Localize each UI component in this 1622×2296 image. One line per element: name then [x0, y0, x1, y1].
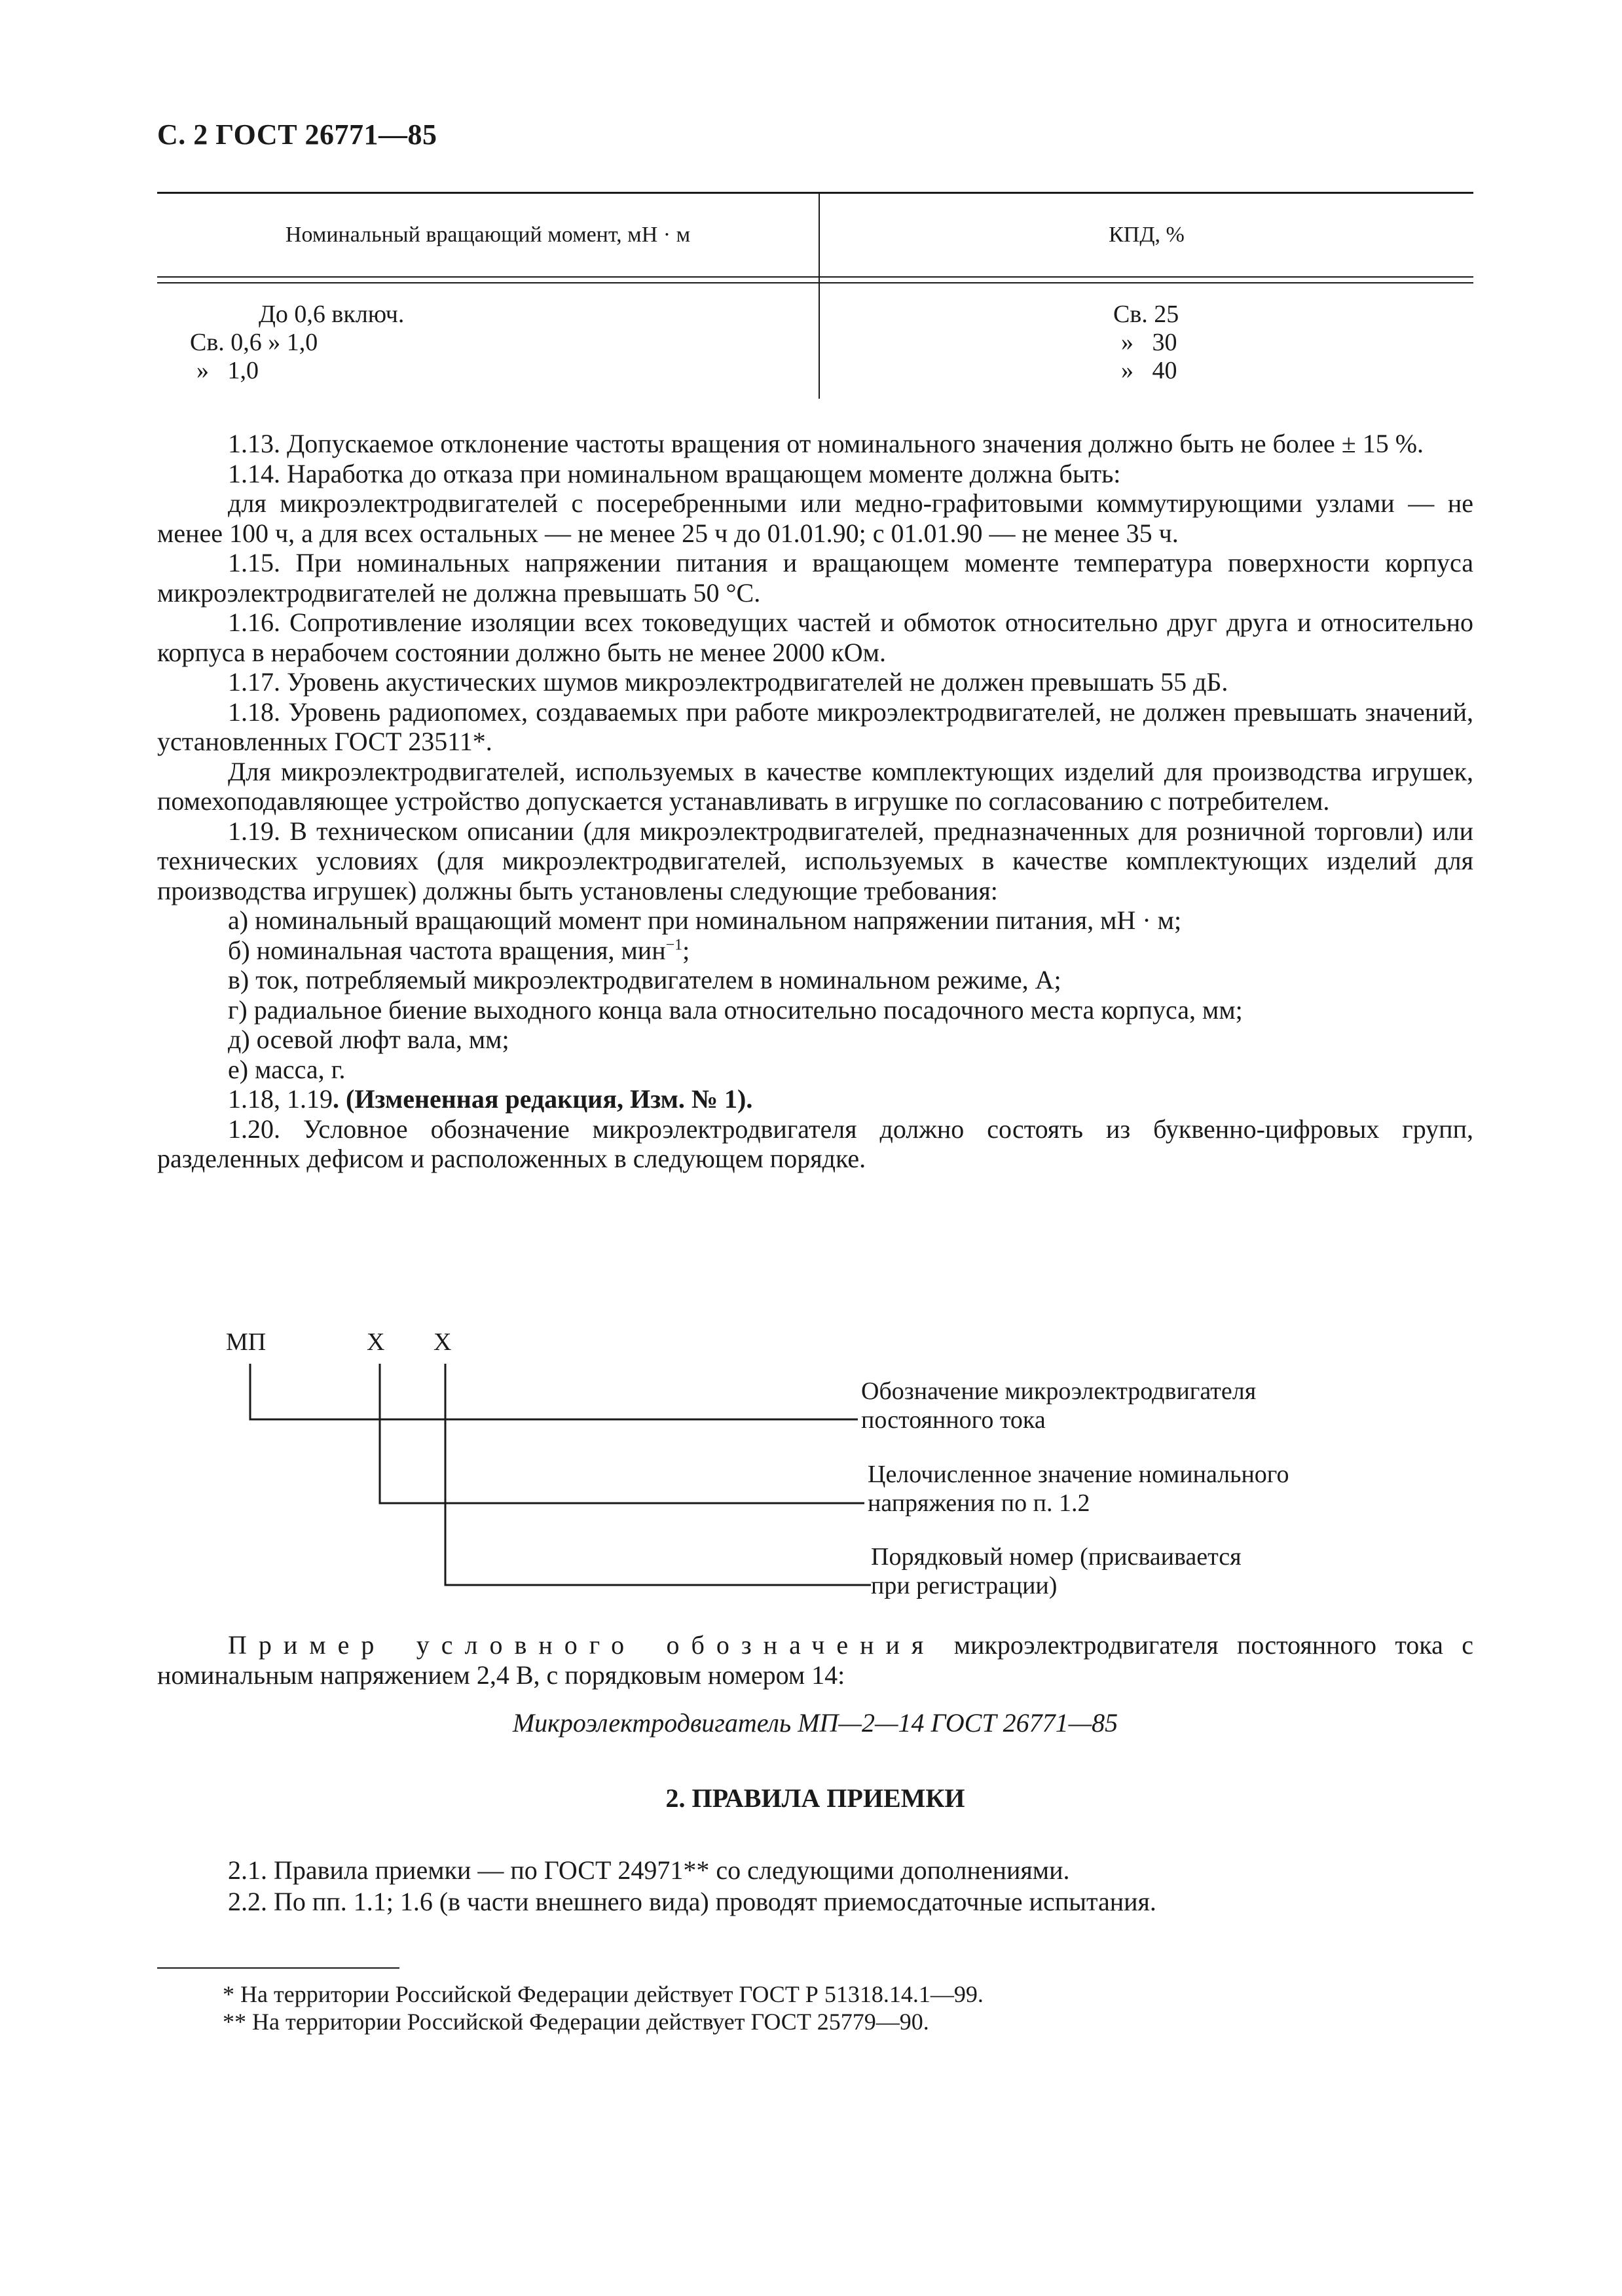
table-cell: » 40 [1121, 357, 1177, 384]
paragraph-1-14: 1.14. Наработка до отказа при номинальном вращающем моменте должна быть: [228, 458, 1121, 488]
list-item: е) масса, г. [228, 1054, 346, 1084]
paragraph-1-18-cont: Для микроэлектродвигателей, используемых в качестве комплектующих изделий для производства игрушек, помехоподавляющее устройство допускается устанавливать в игрушке по согласованию с потребителем. [157, 756, 1473, 816]
designation-code-number: Х [433, 1328, 452, 1356]
paragraph-1-13: 1.13. Допускаемое отклонение частоты вращения от номинального значения должно быть не более ± 15 %. [228, 429, 1424, 458]
list-item: г) радиальное биение выходного конца вала относительно посадочного места корпуса, мм; [228, 994, 1243, 1025]
amendment-note: 1.18, 1.19. (Измененная редакция, Изм. № 1). [228, 1084, 753, 1114]
example-text: Пример условного обозначения микроэлектродвигателя постоянного тока с номинальным напряжением 2,4 В, с порядковым номером 14: [157, 1630, 1473, 1690]
table-header-rule-2 [157, 282, 1473, 283]
footnotes [157, 1980, 1473, 2035]
list-item: в) ток, потребляемый микроэлектродвигателем в номинальном режиме, А; [228, 965, 1061, 994]
paragraph-1-20: 1.20. Условное обозначение микроэлектродвигателя должно состоять из буквенно-цифровых групп, разделенных дефисом и расположенных в следующем порядке. [157, 1114, 1473, 1173]
list-item: б) номинальная частота вращения, мин$^{-1}$; [228, 935, 690, 965]
diagram-label-voltage: Целочисленное значение номинального напряжения по п. 1.2 [868, 1461, 1289, 1517]
designation-code-voltage: Х [367, 1328, 385, 1356]
footnote: ** На территории Российской Федерации действует ГОСТ 25779—90. [223, 2009, 929, 2035]
paragraph-1-19: 1.19. В техническом описании (для микроэлектродвигателей, предназначенных для розничной торговли) или технических условиях (для микроэлектродвигателей, используемых в качестве комплектующих изделий для производства игрушек) должны быть установлены следующие требования: [157, 816, 1473, 905]
paragraph-1-16: 1.16. Сопротивление изоляции всех токоведущих частей и обмоток относительно друг друга и относительно корпуса в нерабочем состоянии должно быть не менее 2000 кОм. [157, 608, 1473, 667]
section-2-body [157, 1855, 1473, 1918]
designation-code-mp: МП [226, 1328, 267, 1356]
table-cell: До 0,6 включ. [259, 301, 405, 328]
table-header-rule-1 [157, 276, 1473, 278]
table-header-torque: Номинальный вращающий момент, мН · м [285, 223, 691, 247]
table-column-divider [819, 192, 820, 399]
paragraph-2-1: 2.1. Правила приемки — по ГОСТ 24971** со следующими дополнениями. [228, 1855, 1070, 1885]
example-block [157, 1630, 1473, 1690]
paragraph-1-17: 1.17. Уровень акустических шумов микроэлектродвигателей не должен превышать 55 дБ. [228, 667, 1228, 697]
diagram-label-motor: Обозначение микроэлектродвигателя постоянного тока [861, 1377, 1257, 1434]
page-header: С. 2 ГОСТ 26771—85 [157, 118, 437, 151]
paragraph-2-2: 2.2. По пп. 1.1; 1.6 (в части внешнего вида) проводят приемосдаточные испытания. [228, 1887, 1156, 1916]
diagram-label-number: Порядковый номер (присваивается при регистрации) [871, 1543, 1242, 1599]
table-header-efficiency: КПД, % [1109, 223, 1185, 247]
paragraph-1-15: 1.15. При номинальных напряжении питания и вращающем моменте температура поверхности корпуса микроэлектродвигателей не должна превышать 50 °С. [157, 548, 1473, 608]
table-cell: Св. 25 [1113, 301, 1179, 328]
list-item: д) осевой люфт вала, мм; [228, 1025, 509, 1054]
section-title: 2. ПРАВИЛА ПРИЕМКИ [665, 1783, 965, 1813]
footnote-rule [157, 1967, 399, 1969]
paragraph-1-18: 1.18. Уровень радиопомех, создаваемых при работе микроэлектродвигателей, не должен превышать значений, установленных ГОСТ 23511*. [157, 697, 1473, 756]
table-cell: » 30 [1121, 329, 1177, 356]
table-cell: » 1,0 [196, 357, 259, 384]
table-cell: Св. 0,6 » 1,0 [190, 329, 318, 356]
footnote: * На территории Российской Федерации действует ГОСТ Р 51318.14.1—99. [223, 1981, 984, 2007]
example-designation: Микроэлектродвигатель МП—2—14 ГОСТ 26771—85 [512, 1708, 1118, 1738]
body-text [157, 429, 1473, 1174]
table-top-rule [157, 192, 1473, 194]
list-item: а) номинальный вращающий момент при номинальном напряжении питания, мН · м; [228, 905, 1182, 935]
paragraph-1-14-cont: для микроэлектродвигателей с посеребренными или медно-графитовыми коммутирующими узлами — не менее 100 ч, а для всех остальных — не менее 25 ч до 01.01.90; с 01.01.90 — не менее 35 ч. [157, 488, 1473, 548]
